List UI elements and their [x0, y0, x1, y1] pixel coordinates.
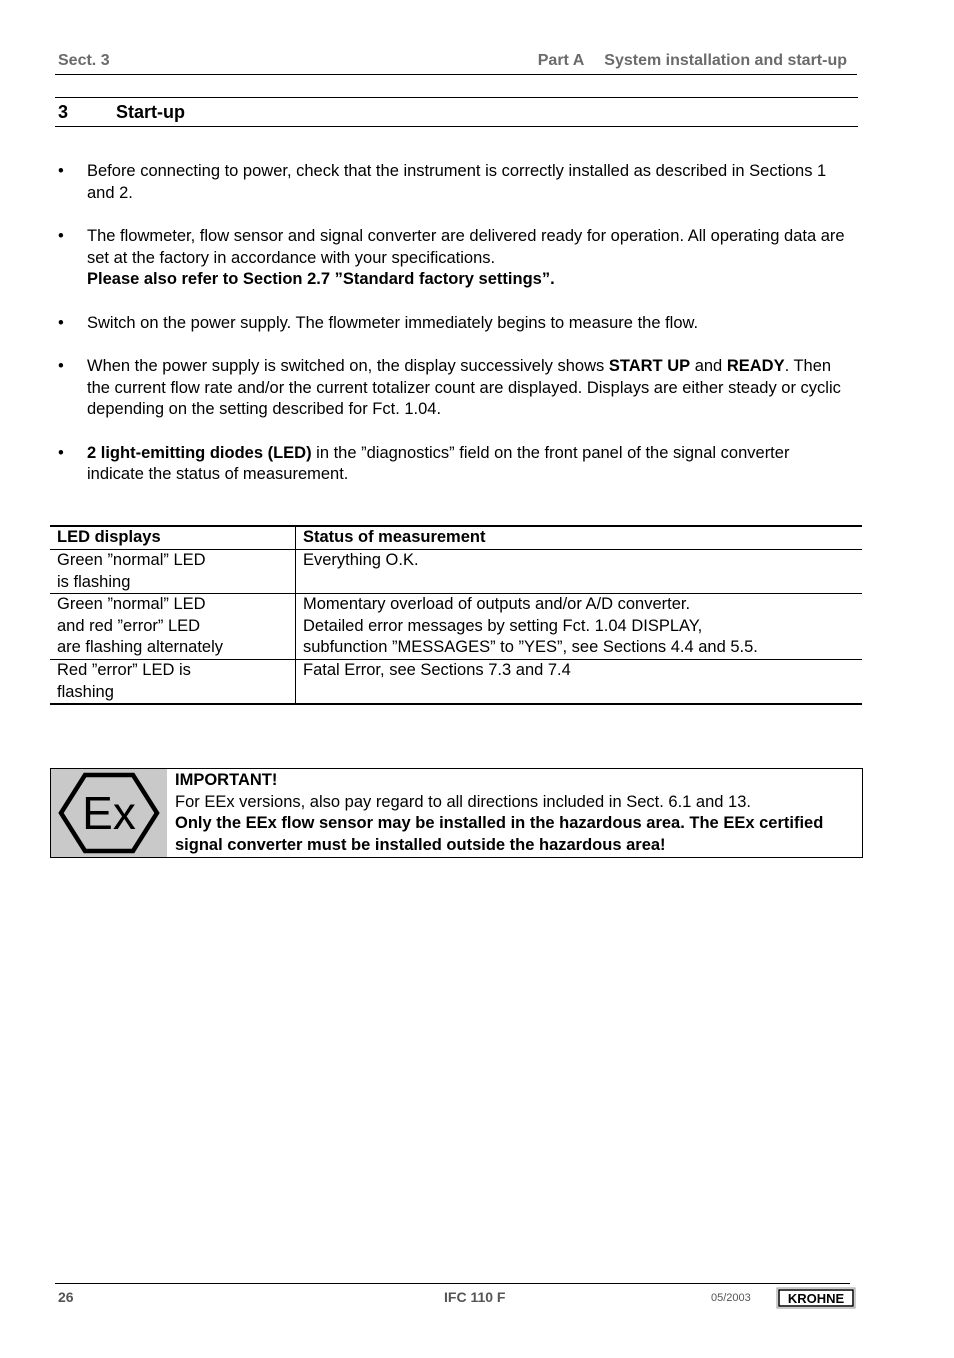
bullet-bold-text: Please also refer to Section 2.7 ”Standard factory settings”. [87, 270, 555, 288]
bullet-item [58, 313, 848, 335]
bullet-text: in the ”diagnostics” field on the front panel of the signal converter indicate the status of measurement. [87, 443, 790, 483]
column-header-led: LED displays [50, 526, 296, 550]
important-line: For EEx versions, also pay regard to all directions included in Sect. 6.1 and 13. [175, 792, 751, 811]
logo-text: KROHNE [787, 1291, 845, 1306]
bullet-item [58, 161, 848, 204]
bullet-text: Before connecting to power, check that the instrument is correctly installed as described in Sections 1 and 2. [87, 162, 827, 202]
important-notice [50, 768, 863, 858]
table-header-row [50, 526, 862, 550]
header-rule [55, 74, 857, 75]
bullet-item [58, 356, 848, 421]
bullet-text: and [690, 357, 727, 375]
bullet-text: When the power supply is switched on, the display successively shows [87, 357, 609, 375]
led-cell [50, 594, 296, 660]
header-section: Sect. 3 [58, 52, 110, 69]
cell-line: Detailed error messages by setting Fct. 1.04 DISPLAY, [303, 616, 703, 635]
section-rule-bottom [55, 126, 858, 127]
cell-line: and red ”error” LED [57, 616, 201, 635]
section-title: Start-up [116, 102, 185, 122]
header-part: Part A [537, 52, 585, 69]
header-part-title [538, 52, 847, 70]
bullet-dot-icon: • [58, 313, 64, 332]
bullet-list [58, 161, 848, 486]
status-cell [296, 594, 863, 660]
bullet-text: Switch on the power supply. The flowmeter immediately begins to measure the flow. [87, 313, 699, 332]
header-title: System installation and start-up [604, 52, 847, 69]
table-row [50, 660, 862, 705]
section-rule-top [55, 97, 858, 98]
cell-line: Momentary overload of outputs and/or A/D converter. [303, 595, 691, 613]
led-status-table [50, 525, 862, 705]
bullet-dot-icon: • [58, 227, 64, 245]
cell-line: are flashing alternately [57, 638, 224, 656]
bullet-dot-icon: • [58, 162, 64, 180]
footer-date: 05/2003 [711, 1292, 751, 1304]
cell-line: Green ”normal” LED [57, 595, 206, 613]
cell-line: Red ”error” LED is [57, 661, 191, 679]
important-title: IMPORTANT! [175, 771, 278, 789]
bullet-bold-text: 2 light-emitting diodes (LED) [87, 443, 312, 462]
bullet-dot-icon: • [58, 443, 64, 462]
cell-line: is flashing [57, 572, 131, 591]
status-cell [296, 660, 863, 705]
bullet-text: The flowmeter, flow sensor and signal converter are delivered ready for operation. All operating data are set at the factory in accordance with your specifications. [87, 227, 845, 267]
table-row [50, 550, 862, 594]
column-header-status: Status of measurement [296, 526, 863, 550]
bullet-bold-text: START UP [608, 357, 691, 375]
important-bold-text: Only the EEx flow sensor may be installed in the hazardous area. The EEx certified signal converter must be installed outside the hazardous area! [175, 814, 824, 854]
cell-line: Fatal Error, see Sections 7.3 and 7.4 [303, 661, 571, 679]
bullet-dot-icon: • [58, 357, 64, 375]
footer-model: IFC 110 F [444, 1289, 506, 1305]
section-number: 3 [58, 102, 69, 122]
cell-line: Green ”normal” LED [57, 551, 206, 569]
status-cell [296, 550, 863, 594]
footer-rule [55, 1283, 850, 1284]
led-cell [50, 660, 296, 705]
bullet-text: . Then the current flow rate and/or the current totalizer count are displayed. Displays are either steady or cyclic depending on the setting described for Fct. 1.04. [87, 357, 841, 418]
bullet-item [58, 226, 848, 291]
bullet-bold-text: READY [726, 357, 785, 375]
ex-hexagon-icon [51, 769, 167, 857]
ex-icon-text: Ex [82, 787, 136, 839]
table-row [50, 594, 862, 660]
bullet-item [58, 443, 848, 486]
krohne-logo [776, 1286, 856, 1310]
page-number: 26 [58, 1289, 74, 1305]
cell-line: Everything O.K. [303, 551, 419, 569]
important-text [175, 770, 855, 856]
led-cell [50, 550, 296, 594]
cell-line: subfunction ”MESSAGES” to ”YES”, see Sections 4.4 and 5.5. [303, 638, 758, 656]
cell-line: flashing [57, 682, 114, 701]
